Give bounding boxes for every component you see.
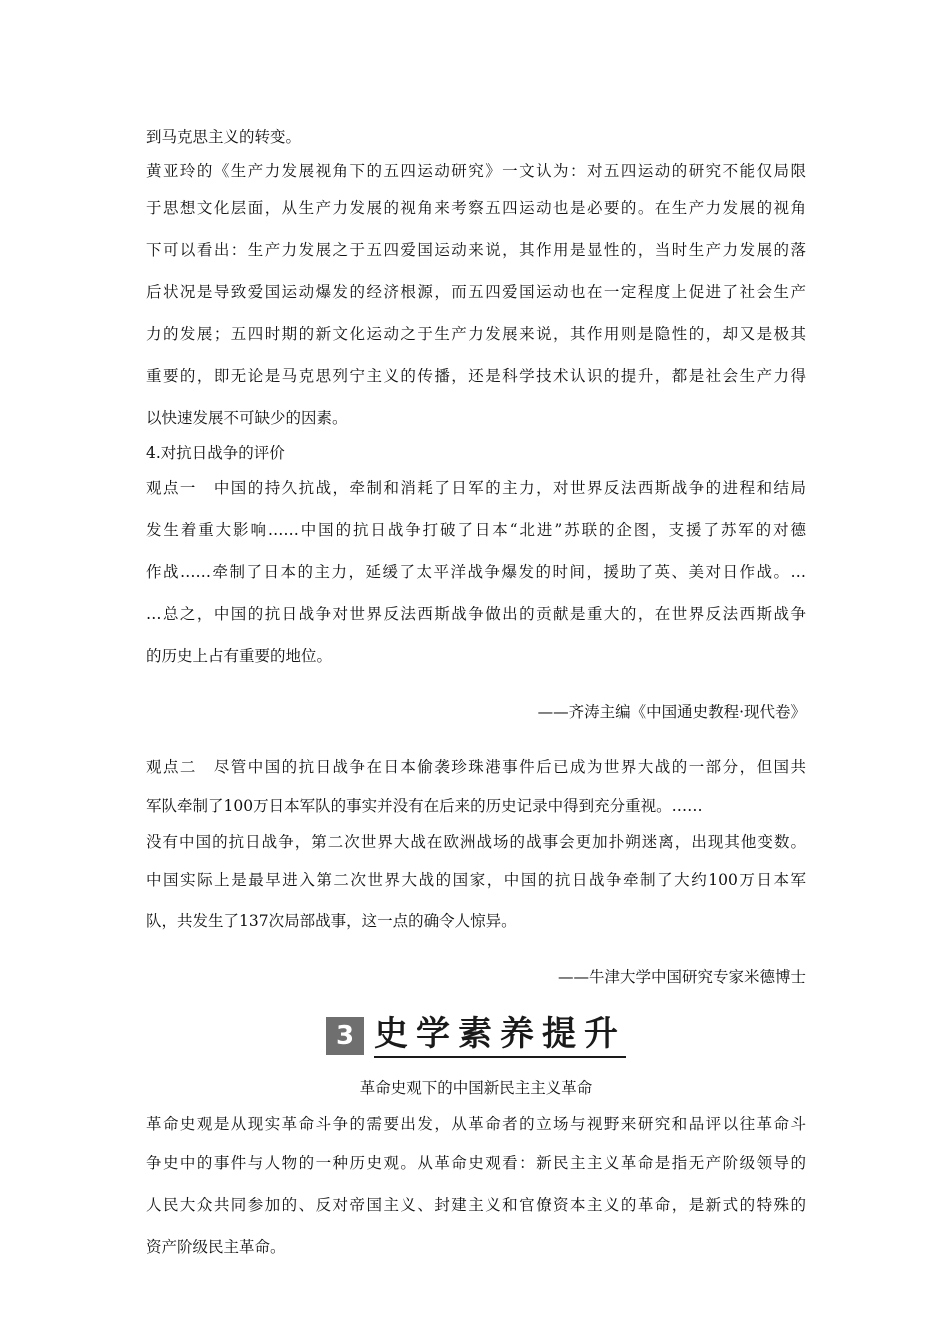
paragraph-line: 没有中国的抗日战争，第二次世界大战在欧洲战场的战事会更加扑朔迷离，出现其他变数。: [146, 833, 806, 851]
paragraph-line: 观点二 尽管中国的抗日战争在日本偷袭珍珠港事件后已成为世界大战的一部分，但国共: [146, 758, 806, 776]
paragraph-line: 重要的，即无论是马克思列宁主义的传播，还是科学技术认识的提升，都是社会生产力得: [146, 367, 806, 385]
section-banner: [146, 1013, 806, 1059]
paragraph-line: 革命史观是从现实革命斗争的需要出发，从革命者的立场与视野来研究和品评以往革命斗: [146, 1114, 806, 1133]
section-heading: 4.对抗日战争的评价: [146, 444, 285, 462]
paragraph-line: 中国实际上是最早进入第二次世界大战的国家，中国的抗日战争牵制了大约100万日本军: [146, 871, 806, 889]
paragraph-line: 队，共发生了137次局部战事，这一点的确令人惊异。: [146, 912, 517, 930]
paragraph-line: 观点一 中国的持久抗战，牵制和消耗了日军的主力，对世界反法西斯战争的进程和结局: [146, 479, 806, 497]
paragraph-line: 于思想文化层面，从生产力发展的视角来考察五四运动也是必要的。在生产力发展的视角: [146, 199, 806, 217]
paragraph-line: 资产阶级民主革命。: [146, 1237, 286, 1256]
geming-section: [146, 1073, 806, 1269]
paragraph-line: 到马克思主义的转变。: [146, 128, 302, 146]
paragraph-line: 的历史上占有重要的地位。: [146, 647, 333, 665]
paragraph-line: 后状况是导致爱国运动爆发的经济根源，而五四爱国运动也在一定程度上促进了社会生产: [146, 283, 806, 301]
document-page: [146, 122, 806, 1269]
section-title: 革命史观下的中国新民主主义革命: [359, 1078, 593, 1097]
paragraph-line: 下可以看出：生产力发展之于五四爱国运动来说，其作用是显性的，当时生产力发展的落: [146, 241, 806, 259]
paragraph-line: 军队牵制了100万日本军队的事实并没有在后来的历史记录中得到充分重视。……: [146, 797, 703, 815]
citation-source: ——齐涛主编《中国通史教程·现代卷》: [537, 702, 806, 721]
paragraph-line: 争史中的事件与人物的一种历史观。从革命史观看：新民主主义革命是指无产阶级领导的: [146, 1153, 806, 1172]
paragraph-line: 人民大众共同参加的、反对帝国主义、封建主义和官僚资本主义的革命，是新式的特殊的: [146, 1195, 806, 1214]
wusi-section: [146, 122, 806, 438]
banner-number: 3: [326, 1017, 364, 1055]
paragraph-line: …总之，中国的抗日战争对世界反法西斯战争做出的贡献是重大的，在世界反法西斯战争: [146, 605, 806, 623]
paragraph-line: 以快速发展不可缺少的因素。: [146, 409, 348, 427]
banner-title: 史学素养提升: [374, 1014, 626, 1058]
citation-source: ——牛津大学中国研究专家米德博士: [557, 967, 806, 986]
paragraph-line: 黄亚玲的《生产力发展视角下的五四运动研究》一文认为：对五四运动的研究不能仅局限: [146, 162, 806, 180]
paragraph-line: 作战……牵制了日本的主力，延缓了太平洋战争爆发的时间，援助了英、美对日作战。…: [146, 563, 806, 581]
paragraph-line: 发生着重大影响……中国的抗日战争打破了日本“北进”苏联的企图，支援了苏军的对德: [146, 521, 806, 539]
paragraph-line: 力的发展；五四时期的新文化运动之于生产力发展来说，其作用则是隐性的，却又是极其: [146, 325, 806, 343]
kangri-section: [146, 438, 806, 997]
